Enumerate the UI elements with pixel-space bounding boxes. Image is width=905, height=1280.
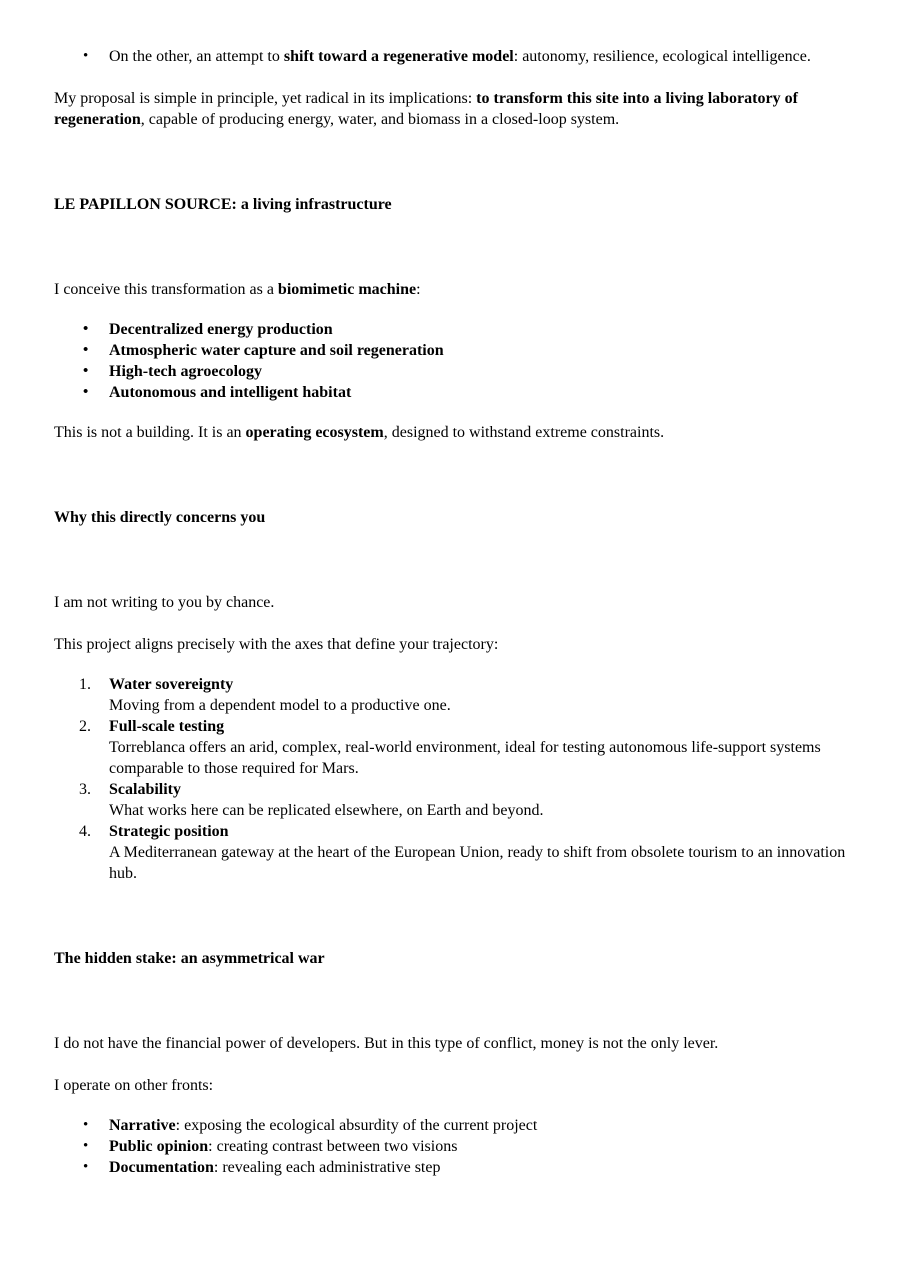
front-label: Narrative xyxy=(109,1117,176,1134)
axis-title: Full-scale testing xyxy=(109,718,225,735)
list-item xyxy=(54,1157,850,1178)
biomimetic-bold: biomimetic machine xyxy=(277,281,417,298)
proposal-lead: My proposal is simple in principle, yet radical in its implications: xyxy=(54,90,477,107)
bullet-text-tail: : autonomy, resilience, ecological intelligence. xyxy=(513,48,811,65)
other-fronts-intro: I operate on other fronts: xyxy=(54,1077,214,1094)
bullet-text-lead: On the other, an attempt to xyxy=(109,48,284,65)
axis-description: Moving from a dependent model to a productive one. xyxy=(109,697,451,714)
list-item xyxy=(54,821,850,884)
bullet-text-bold: shift toward a regenerative model xyxy=(283,48,514,65)
list-item xyxy=(54,1136,850,1157)
operating-ecosystem-paragraph xyxy=(54,422,850,443)
biomimetic-tail: : xyxy=(416,281,421,298)
list-item xyxy=(54,716,850,779)
front-label: Public opinion xyxy=(109,1138,209,1155)
axis-title: Strategic position xyxy=(109,823,229,840)
trajectory-axes-list xyxy=(54,674,850,884)
front-label: Documentation xyxy=(109,1159,214,1176)
axis-description: What works here can be replicated elsewhere, on Earth and beyond. xyxy=(109,802,544,819)
ecosystem-lead: This is not a building. It is an xyxy=(54,424,246,441)
axis-description: A Mediterranean gateway at the heart of the European Union, ready to shift from obsolete tourism to an innovation hub. xyxy=(109,844,846,882)
front-text: : exposing the ecological absurdity of the current project xyxy=(175,1117,538,1134)
fronts-list xyxy=(54,1115,850,1178)
axis-title: Scalability xyxy=(109,781,182,798)
axis-title: Water sovereignty xyxy=(109,676,234,693)
section-heading-hidden-stake: The hidden stake: an asymmetrical war xyxy=(54,950,325,967)
biomimetic-feature-list xyxy=(54,319,850,403)
front-text: : creating contrast between two visions xyxy=(208,1138,458,1155)
list-item: • Decentralized energy production xyxy=(54,319,850,340)
list-item xyxy=(54,1115,850,1136)
proposal-paragraph xyxy=(54,88,850,130)
financial-power-paragraph: I do not have the financial power of developers. But in this type of conflict, money is not the only lever. xyxy=(54,1035,719,1052)
list-item xyxy=(54,779,850,821)
proposal-tail: , capable of producing energy, water, and biomass in a closed-loop system. xyxy=(140,111,620,128)
list-item xyxy=(54,46,850,67)
list-item: • High-tech agroecology xyxy=(54,361,850,382)
list-item: • Atmospheric water capture and soil regeneration xyxy=(54,340,850,361)
biomimetic-intro-paragraph xyxy=(54,279,850,300)
carryover-bullet-list xyxy=(54,46,850,67)
not-by-chance-paragraph: I am not writing to you by chance. xyxy=(54,594,275,611)
ecosystem-tail: , designed to withstand extreme constraints. xyxy=(383,424,665,441)
proposal-bold: to transform this site into a living laboratory of regeneration xyxy=(54,90,798,128)
axis-description: Torreblanca offers an arid, complex, real-world environment, ideal for testing autonomous life-support systems comparable to those required for Mars. xyxy=(109,739,821,777)
list-item: • Autonomous and intelligent habitat xyxy=(54,382,850,403)
axes-intro-paragraph: This project aligns precisely with the axes that define your trajectory: xyxy=(54,636,499,653)
section-heading-concerns-you: Why this directly concerns you xyxy=(54,509,266,526)
ecosystem-bold: operating ecosystem xyxy=(245,424,384,441)
list-item xyxy=(54,674,850,716)
biomimetic-lead: I conceive this transformation as a xyxy=(54,281,278,298)
section-heading-papillon-source: LE PAPILLON SOURCE: a living infrastructure xyxy=(54,196,392,213)
front-text: : revealing each administrative step xyxy=(213,1159,441,1176)
